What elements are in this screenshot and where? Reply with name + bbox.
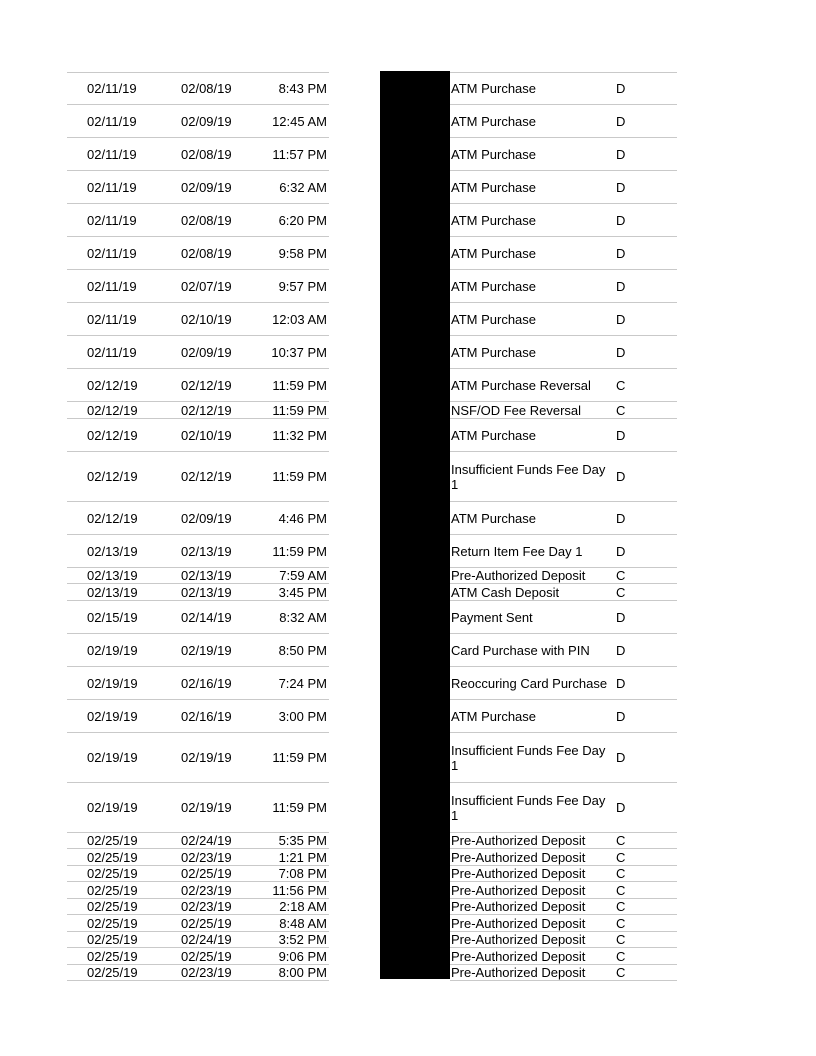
transaction-type: D [616, 708, 626, 724]
posted-date: 02/25/19 [87, 899, 138, 915]
transaction-date: 02/09/19 [181, 180, 232, 195]
transaction-description: ATM Purchase [451, 708, 537, 724]
posted-date: 02/25/19 [87, 833, 138, 849]
transaction-description: Pre-Authorized Deposit [451, 948, 586, 964]
transaction-description: ATM Purchase [451, 114, 537, 129]
posted-date: 02/11/19 [87, 345, 137, 360]
transaction-description: Pre-Authorized Deposit [451, 568, 586, 584]
transaction-time: 11:59 PM [272, 750, 327, 765]
posted-date: 02/11/19 [87, 81, 137, 96]
transaction-description: NSF/OD Fee Reversal [451, 402, 582, 418]
transaction-type: D [616, 750, 626, 765]
transaction-description: ATM Purchase Reversal [451, 378, 591, 393]
transaction-time: 3:00 PM [278, 708, 327, 724]
posted-date: 02/11/19 [87, 180, 137, 195]
transaction-type: D [616, 345, 626, 360]
transaction-description: Return Item Fee Day 1 [451, 543, 583, 559]
posted-date: 02/11/19 [87, 114, 137, 129]
transaction-description: Insufficient Funds Fee Day 1 [451, 742, 606, 773]
transaction-time: 7:08 PM [278, 866, 327, 882]
transaction-type: C [616, 378, 626, 393]
transaction-time: 9:57 PM [278, 279, 327, 294]
transaction-type: D [616, 510, 626, 526]
transaction-description: ATM Purchase [451, 246, 537, 261]
transaction-date: 02/25/19 [181, 915, 232, 931]
posted-date: 02/19/19 [87, 675, 138, 691]
posted-date: 02/11/19 [87, 312, 137, 327]
transaction-date: 02/09/19 [181, 114, 232, 129]
transaction-time: 8:32 AM [279, 609, 327, 625]
transaction-type: C [616, 833, 626, 849]
transaction-type: D [616, 675, 626, 691]
transaction-date: 02/13/19 [181, 543, 232, 559]
posted-date: 02/25/19 [87, 965, 138, 981]
transaction-description: Pre-Authorized Deposit [451, 866, 586, 882]
transaction-date: 02/10/19 [181, 312, 232, 327]
transaction-time: 11:59 PM [272, 378, 327, 393]
transaction-time: 11:57 PM [272, 147, 327, 162]
transaction-description: Pre-Authorized Deposit [451, 965, 586, 981]
transaction-type: C [616, 965, 626, 981]
transaction-date: 02/23/19 [181, 899, 232, 915]
transaction-type: D [616, 609, 626, 625]
posted-date: 02/13/19 [87, 543, 138, 559]
transaction-type: D [616, 213, 626, 228]
transaction-time: 7:24 PM [278, 675, 327, 691]
transaction-description: Insufficient Funds Fee Day 1 [451, 461, 606, 492]
transaction-date: 02/08/19 [181, 246, 232, 261]
transaction-date: 02/14/19 [181, 609, 232, 625]
transaction-time: 11:59 PM [272, 800, 327, 815]
posted-date: 02/25/19 [87, 948, 138, 964]
posted-date: 02/13/19 [87, 584, 138, 600]
transaction-description: Pre-Authorized Deposit [451, 932, 586, 948]
transaction-time: 8:00 PM [278, 965, 327, 981]
transaction-type: C [616, 402, 626, 418]
transaction-description: Pre-Authorized Deposit [451, 833, 586, 849]
transaction-date: 02/10/19 [181, 427, 232, 443]
transaction-type: C [616, 932, 626, 948]
transaction-date: 02/19/19 [181, 750, 232, 765]
transaction-date: 02/25/19 [181, 866, 232, 882]
transaction-description: ATM Purchase [451, 510, 537, 526]
transaction-type: C [616, 584, 626, 600]
posted-date: 02/19/19 [87, 750, 138, 765]
transaction-description: ATM Purchase [451, 81, 537, 96]
transaction-type: D [616, 246, 626, 261]
transaction-description: ATM Purchase [451, 279, 537, 294]
transaction-type: D [616, 312, 626, 327]
transaction-date: 02/12/19 [181, 402, 232, 418]
posted-date: 02/12/19 [87, 402, 138, 418]
transaction-type: D [616, 147, 626, 162]
posted-date: 02/25/19 [87, 882, 138, 898]
transaction-date: 02/23/19 [181, 882, 232, 898]
transaction-description: ATM Purchase [451, 213, 537, 228]
transaction-type: C [616, 866, 626, 882]
transaction-date: 02/16/19 [181, 675, 232, 691]
transaction-date: 02/09/19 [181, 510, 232, 526]
posted-date: 02/13/19 [87, 568, 138, 584]
transaction-time: 11:59 PM [272, 402, 327, 418]
transaction-date: 02/16/19 [181, 708, 232, 724]
transaction-time: 6:20 PM [278, 213, 327, 228]
transaction-description: Pre-Authorized Deposit [451, 899, 586, 915]
transaction-description: Pre-Authorized Deposit [451, 915, 586, 931]
transaction-time: 2:18 AM [279, 899, 327, 915]
transaction-date: 02/23/19 [181, 849, 232, 865]
transaction-type: D [616, 469, 626, 484]
transaction-description: Payment Sent [451, 609, 533, 625]
transaction-type: C [616, 882, 626, 898]
transaction-type: D [616, 642, 626, 658]
transaction-type: D [616, 114, 626, 129]
transaction-type: D [616, 180, 626, 195]
transaction-date: 02/08/19 [181, 81, 232, 96]
transaction-time: 11:59 PM [272, 469, 327, 484]
transaction-description: ATM Purchase [451, 345, 537, 360]
transaction-time: 11:59 PM [272, 543, 327, 559]
posted-date: 02/15/19 [87, 609, 138, 625]
transaction-description: Insufficient Funds Fee Day 1 [451, 792, 606, 823]
posted-date: 02/25/19 [87, 915, 138, 931]
transaction-type: D [616, 543, 626, 559]
transaction-time: 8:43 PM [278, 81, 327, 96]
posted-date: 02/11/19 [87, 213, 137, 228]
transaction-type: C [616, 915, 626, 931]
posted-date: 02/19/19 [87, 708, 138, 724]
transaction-date: 02/19/19 [181, 800, 232, 815]
transaction-time: 3:52 PM [278, 932, 327, 948]
transaction-date: 02/24/19 [181, 833, 232, 849]
transaction-time: 3:45 PM [278, 584, 327, 600]
transaction-date: 02/13/19 [181, 568, 232, 584]
transaction-date: 02/08/19 [181, 213, 232, 228]
transaction-type: D [616, 279, 626, 294]
redaction-bar [380, 71, 450, 979]
transaction-type: D [616, 81, 626, 96]
transaction-description: ATM Purchase [451, 147, 537, 162]
transaction-description: ATM Cash Deposit [451, 584, 560, 600]
transaction-date: 02/12/19 [181, 378, 232, 393]
transaction-time: 10:37 PM [271, 345, 327, 360]
transaction-time: 4:46 PM [278, 510, 327, 526]
transaction-type: D [616, 427, 626, 443]
posted-date: 02/12/19 [87, 469, 138, 484]
transaction-type: C [616, 849, 626, 865]
transaction-date: 02/19/19 [181, 642, 232, 658]
transaction-time: 11:32 PM [272, 427, 327, 443]
transaction-time: 12:45 AM [272, 114, 327, 129]
posted-date: 02/25/19 [87, 866, 138, 882]
transaction-time: 8:48 AM [279, 915, 327, 931]
transaction-time: 7:59 AM [279, 568, 327, 584]
transaction-type: C [616, 948, 626, 964]
transaction-time: 6:32 AM [279, 180, 327, 195]
posted-date: 02/12/19 [87, 510, 138, 526]
transaction-description: Card Purchase with PIN [451, 642, 590, 658]
transaction-time: 5:35 PM [278, 833, 327, 849]
transaction-type: C [616, 568, 626, 584]
transaction-type: D [616, 800, 626, 815]
transaction-date: 02/07/19 [181, 279, 232, 294]
posted-date: 02/12/19 [87, 427, 138, 443]
posted-date: 02/25/19 [87, 849, 138, 865]
transaction-date: 02/23/19 [181, 965, 232, 981]
transaction-date: 02/12/19 [181, 469, 232, 484]
transaction-description: Pre-Authorized Deposit [451, 849, 586, 865]
posted-date: 02/12/19 [87, 378, 138, 393]
transaction-time: 1:21 PM [278, 849, 327, 865]
transaction-time: 9:58 PM [278, 246, 327, 261]
posted-date: 02/25/19 [87, 932, 138, 948]
transaction-type: C [616, 899, 626, 915]
posted-date: 02/11/19 [87, 246, 137, 261]
transaction-time: 8:50 PM [278, 642, 327, 658]
transaction-description: Pre-Authorized Deposit [451, 882, 586, 898]
transaction-time: 12:03 AM [272, 312, 327, 327]
transaction-time: 11:56 PM [272, 882, 327, 898]
transaction-description: ATM Purchase [451, 427, 537, 443]
transaction-date: 02/24/19 [181, 932, 232, 948]
transaction-date: 02/13/19 [181, 584, 232, 600]
posted-date: 02/19/19 [87, 642, 138, 658]
posted-date: 02/19/19 [87, 800, 138, 815]
posted-date: 02/11/19 [87, 147, 137, 162]
transaction-description: ATM Purchase [451, 312, 537, 327]
transaction-time: 9:06 PM [278, 948, 327, 964]
transaction-date: 02/08/19 [181, 147, 232, 162]
transaction-description: ATM Purchase [451, 180, 537, 195]
transaction-date: 02/25/19 [181, 948, 232, 964]
transaction-date: 02/09/19 [181, 345, 232, 360]
transaction-description: Reoccuring Card Purchase [451, 675, 608, 691]
posted-date: 02/11/19 [87, 279, 137, 294]
